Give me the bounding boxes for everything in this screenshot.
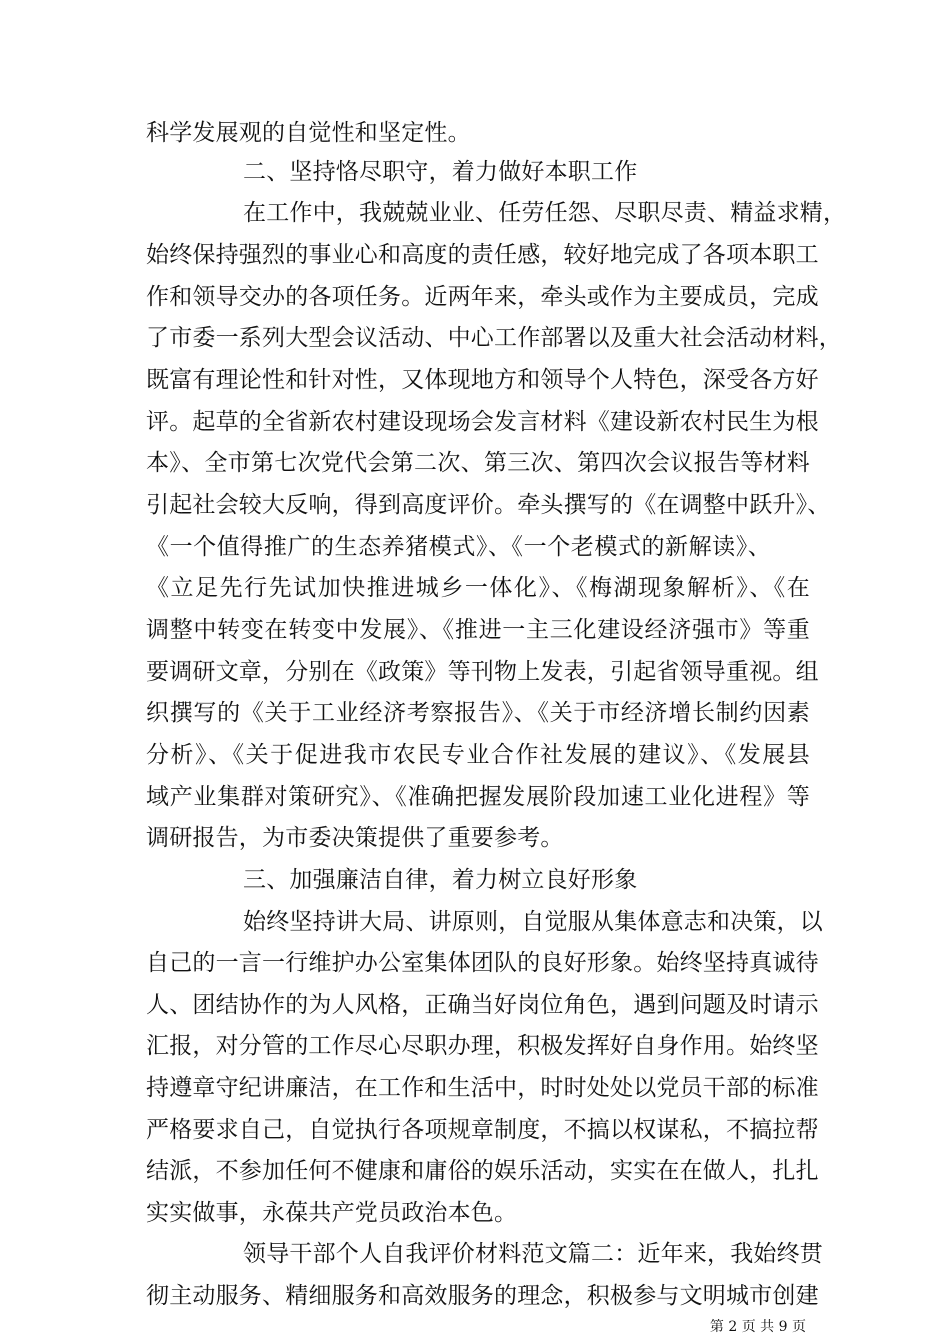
section-heading: 三、加强廉洁自律，着力树立良好形象 — [243, 867, 638, 893]
text-line: 《立足先行先试加快推进城乡一体化》、《梅湖现象解析》、《在 — [146, 575, 810, 601]
text-line: 始终坚持讲大局、讲原则，自觉服从集体意志和决策，以 — [243, 909, 823, 935]
text-line: 彻主动服务、精细服务和高效服务的理念，积极参与文明城市创建 — [146, 1283, 819, 1309]
text-line: 分析》、《关于促进我市农民专业合作社发展的建议》、《发展县 — [146, 742, 810, 768]
text-line: 在工作中，我兢兢业业、任劳任怨、尽职尽责、精益求精， — [243, 200, 847, 226]
text-line: 汇报，对分管的工作尽心尽职办理，积极发挥好自身作用。始终坚 — [146, 1033, 819, 1059]
text-line: 调研报告，为市委决策提供了重要参考。 — [146, 825, 564, 851]
text-line: 自己的一言一行维护办公室集体团队的良好形象。始终坚持真诚待 — [146, 950, 819, 976]
text-line: 领导干部个人自我评价材料范文篇二：近年来，我始终贯 — [243, 1241, 823, 1267]
text-line: 域产业集群对策研究》、《准确把握发展阶段加速工业化进程》等 — [146, 784, 810, 810]
text-line: 实实做事，永葆共产党员政治本色。 — [146, 1200, 518, 1226]
text-line: 持遵章守纪讲廉洁，在工作和生活中，时时处处以党员干部的标准 — [146, 1075, 819, 1101]
text-line: 严格要求自己，自觉执行各项规章制度，不搞以权谋私，不搞拉帮 — [146, 1117, 819, 1143]
text-line: 引起社会较大反响，得到高度评价。牵头撰写的《在调整中跃升》、 — [146, 492, 831, 518]
text-line: 评。起草的全省新农村建设现场会发言材料《建设新农村民生为根 — [146, 409, 819, 435]
text-line: 结派，不参加任何不健康和庸俗的娱乐活动，实实在在做人，扎扎 — [146, 1158, 819, 1184]
text-line: 人、团结协作的为人风格，正确当好岗位角色，遇到问题及时请示 — [146, 992, 819, 1018]
text-line: 科学发展观的自觉性和坚定性。 — [146, 120, 471, 146]
text-line: 既富有理论性和针对性，又体现地方和领导个人特色，深受各方好 — [146, 367, 819, 393]
text-line: 要调研文章，分别在《政策》等刊物上发表，引起省领导重视。组 — [146, 659, 819, 685]
text-line: 本》、全市第七次党代会第二次、第三次、第四次会议报告等材料 — [146, 450, 810, 476]
text-line: 织撰写的《关于工业经济考察报告》、《关于市经济增长制约因素 — [146, 700, 810, 726]
text-line: 作和领导交办的各项任务。近两年来，牵头或作为主要成员，完成 — [146, 284, 819, 310]
text-line: 了市委一系列大型会议活动、中心工作部署以及重大社会活动材料， — [146, 325, 842, 351]
text-line: 始终保持强烈的事业心和高度的责任感，较好地完成了各项本职工 — [146, 242, 819, 268]
text-line: 调整中转变在转变中发展》、《推进一主三化建设经济强市》等重 — [146, 617, 810, 643]
section-heading: 二、坚持恪尽职守，着力做好本职工作 — [243, 159, 638, 185]
page-number: 第 2 页 共 9 页 — [709, 1319, 806, 1335]
text-line: 《一个值得推广的生态养猪模式》、《一个老模式的新解读》、 — [146, 534, 771, 560]
